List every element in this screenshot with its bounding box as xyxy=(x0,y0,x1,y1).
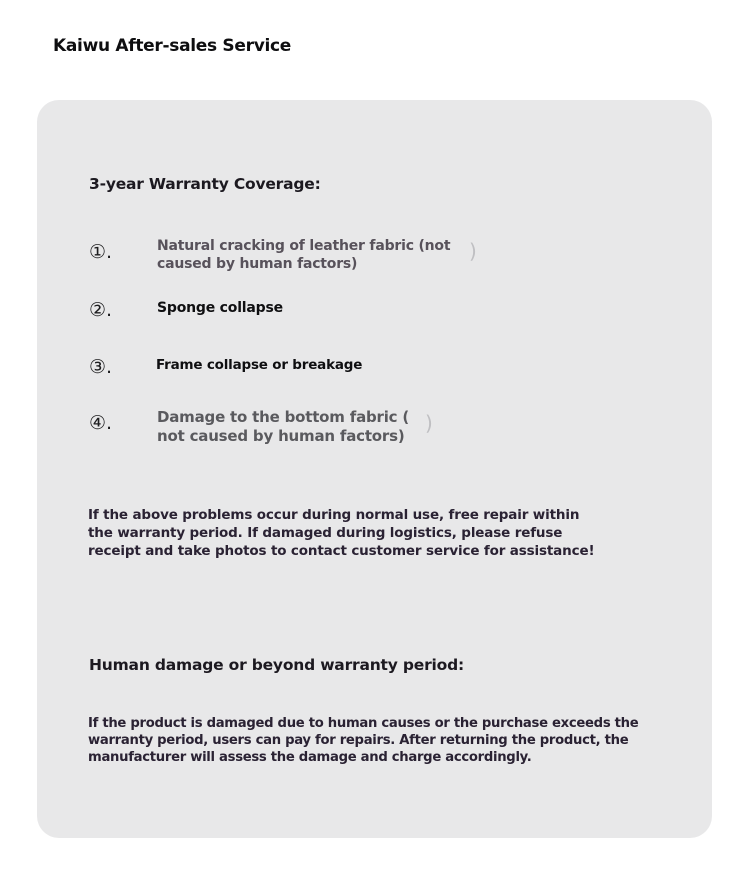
item-text xyxy=(157,237,450,273)
item-number: ③. xyxy=(89,356,113,378)
item-number: ①. xyxy=(89,241,113,263)
note-line: warranty period, users can pay for repairs. After returning the product, the xyxy=(88,733,629,748)
item-text-line: caused by human factors) xyxy=(157,256,358,272)
out-of-warranty-heading: Human damage or beyond warranty period: xyxy=(89,656,464,674)
page-title: Kaiwu After-sales Service xyxy=(53,36,292,56)
warranty-coverage-heading: 3-year Warranty Coverage: xyxy=(89,175,321,193)
item-text xyxy=(157,299,283,317)
note-line: If the above problems occur during normal use, free repair within xyxy=(88,507,580,523)
item-text xyxy=(157,408,409,446)
note-line: If the product is damaged due to human causes or the purchase exceeds the xyxy=(88,716,639,731)
item-text-line: Damage to the bottom fabric ( xyxy=(157,408,410,426)
stray-parenthesis: ) xyxy=(425,411,433,435)
item-text-line: Sponge collapse xyxy=(157,300,283,316)
note-line: the warranty period. If damaged during logistics, please refuse xyxy=(88,525,563,541)
note-line: manufacturer will assess the damage and charge accordingly. xyxy=(88,750,532,765)
item-text-line: Natural cracking of leather fabric (not xyxy=(157,238,451,254)
item-text xyxy=(156,356,362,374)
note-line: receipt and take photos to contact customer service for assistance! xyxy=(88,543,595,559)
out-of-warranty-note xyxy=(88,715,638,766)
item-number: ④. xyxy=(89,412,113,434)
item-text-line: Frame collapse or breakage xyxy=(156,357,363,373)
stray-parenthesis: ) xyxy=(469,239,477,263)
item-text-line: not caused by human factors) xyxy=(157,427,405,445)
item-number: ②. xyxy=(89,299,113,321)
warranty-note xyxy=(88,506,594,560)
